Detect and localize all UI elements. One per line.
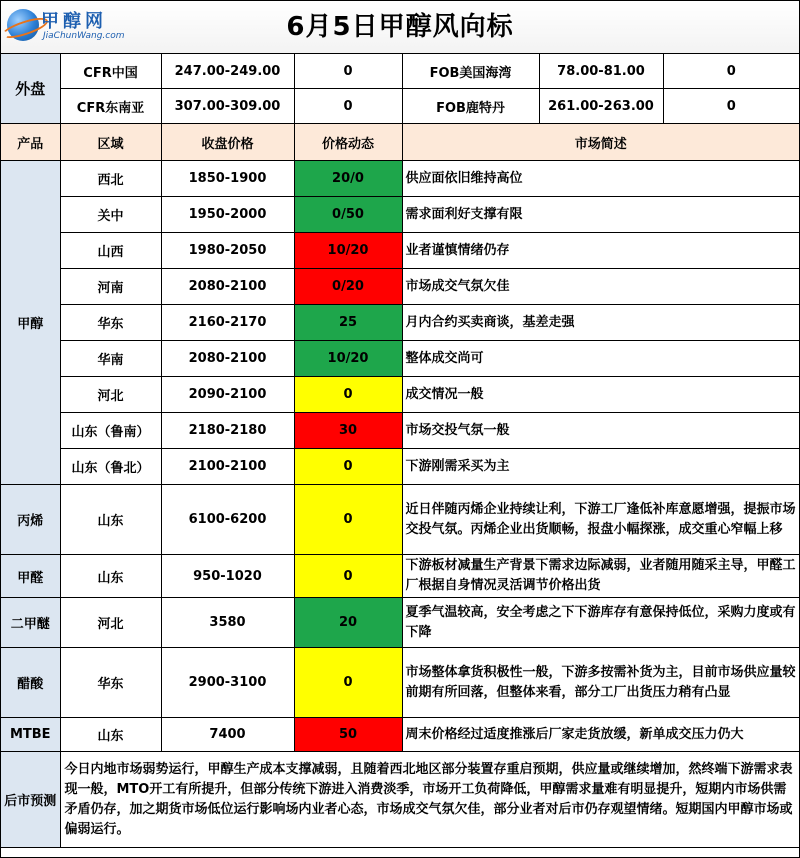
external-change: 0	[663, 54, 799, 89]
table-row	[1, 413, 799, 449]
trend-cell: 20/0	[294, 161, 402, 197]
desc-cell: 周末价格经过适度推涨后厂家走货放缓，新单成交压力仍大	[402, 718, 799, 752]
region-cell: 河北	[60, 377, 161, 413]
external-name: CFR东南亚	[60, 89, 161, 124]
region-cell: 华东	[60, 305, 161, 341]
header-trend: 价格动态	[294, 124, 402, 161]
region-cell: 山西	[60, 233, 161, 269]
trend-cell: 10/20	[294, 233, 402, 269]
external-name: CFR中国	[60, 54, 161, 89]
desc-cell: 下游刚需采买为主	[402, 449, 799, 485]
region-cell: 西北	[60, 161, 161, 197]
table-row	[1, 598, 799, 648]
outlook-text: 今日内地市场弱势运行，甲醇生产成本支撑减弱，且随着西北地区部分装置存重启预期，供应量或继续增加，然终端下游需求表现一般，MTO开工有所提升，但部分传统下游进入消费淡季，市场开工负荷降低，甲醇需求量难有明显提升，短期内市场供需矛盾仍存，加之期货市场低位运行影响场内业者心态，市场成交气氛欠佳，部分业者对后市仍存观望情绪。短期国内甲醇市场或偏弱运行。	[60, 752, 799, 848]
desc-cell: 整体成交尚可	[402, 341, 799, 377]
trend-cell: 0	[294, 449, 402, 485]
desc-cell: 市场交投气氛一般	[402, 413, 799, 449]
price-cell: 3580	[161, 598, 294, 648]
table-row	[1, 555, 799, 598]
region-cell: 山东	[60, 718, 161, 752]
table-row	[1, 305, 799, 341]
outlook-row	[1, 752, 799, 848]
product-cell: MTBE	[1, 718, 60, 752]
header-desc: 市场简述	[402, 124, 799, 161]
price-cell: 1950-2000	[161, 197, 294, 233]
external-price: 261.00-263.00	[539, 89, 663, 124]
external-change: 0	[663, 89, 799, 124]
external-name: FOB美国海湾	[402, 54, 539, 89]
region-cell: 华东	[60, 648, 161, 718]
desc-cell: 市场整体拿货积极性一般，下游多按需补货为主，目前市场供应量较前期有所回落，但整体来看，部分工厂出货压力稍有凸显	[402, 648, 799, 718]
desc-cell: 业者谨慎情绪仍存	[402, 233, 799, 269]
trend-cell: 0	[294, 648, 402, 718]
trend-cell: 0/50	[294, 197, 402, 233]
desc-cell: 需求面利好支撑有限	[402, 197, 799, 233]
external-price: 307.00-309.00	[161, 89, 294, 124]
header-row	[1, 124, 799, 161]
external-label: 外盘	[1, 54, 60, 124]
external-row	[1, 54, 799, 89]
table-row	[1, 269, 799, 305]
region-cell: 山东（鲁北）	[60, 449, 161, 485]
price-cell: 2900-3100	[161, 648, 294, 718]
trend-cell: 10/20	[294, 341, 402, 377]
desc-cell: 市场成交气氛欠佳	[402, 269, 799, 305]
region-cell: 河南	[60, 269, 161, 305]
table-row	[1, 377, 799, 413]
desc-cell: 近日伴随丙烯企业持续让利，下游工厂逢低补库意愿增强，提振市场交投气氛。丙烯企业出货顺畅，报盘小幅探涨，成交重心窄幅上移	[402, 485, 799, 555]
header-product: 产品	[1, 124, 60, 161]
table-row	[1, 648, 799, 718]
trend-cell: 0/20	[294, 269, 402, 305]
trend-cell: 0	[294, 555, 402, 598]
price-cell: 2080-2100	[161, 341, 294, 377]
price-cell: 6100-6200	[161, 485, 294, 555]
region-cell: 山东	[60, 485, 161, 555]
price-cell: 2160-2170	[161, 305, 294, 341]
region-cell: 关中	[60, 197, 161, 233]
page-title: 6月5日甲醇风向标	[286, 12, 514, 42]
trend-cell: 25	[294, 305, 402, 341]
product-cell: 丙烯	[1, 485, 60, 555]
table-row	[1, 233, 799, 269]
price-cell: 2090-2100	[161, 377, 294, 413]
desc-cell: 月内合约买卖商谈，基差走强	[402, 305, 799, 341]
product-cell: 二甲醚	[1, 598, 60, 648]
region-cell: 河北	[60, 598, 161, 648]
external-change: 0	[294, 89, 402, 124]
desc-cell: 供应面依旧维持高位	[402, 161, 799, 197]
outlook-label: 后市预测	[1, 752, 60, 848]
table-row	[1, 161, 799, 197]
region-cell: 山东（鲁南）	[60, 413, 161, 449]
price-cell: 1850-1900	[161, 161, 294, 197]
trend-cell: 0	[294, 377, 402, 413]
price-cell: 7400	[161, 718, 294, 752]
header-price: 收盘价格	[161, 124, 294, 161]
table-row	[1, 197, 799, 233]
region-cell: 山东	[60, 555, 161, 598]
trend-cell: 30	[294, 413, 402, 449]
product-cell: 甲醇	[1, 161, 60, 485]
region-cell: 华南	[60, 341, 161, 377]
logo-chinese-text: 甲醇网	[41, 11, 107, 32]
price-cell: 1980-2050	[161, 233, 294, 269]
product-cell: 甲醛	[1, 555, 60, 598]
external-change: 0	[294, 54, 402, 89]
table-row	[1, 449, 799, 485]
table-row	[1, 718, 799, 752]
table-row	[1, 341, 799, 377]
logo-english-text: JiaChunWang.com	[43, 31, 125, 41]
market-table	[1, 53, 799, 848]
desc-cell: 成交情况一般	[402, 377, 799, 413]
trend-cell: 50	[294, 718, 402, 752]
external-price: 247.00-249.00	[161, 54, 294, 89]
trend-cell: 20	[294, 598, 402, 648]
desc-cell: 下游板材减量生产背景下需求边际减弱，业者随用随采主导，甲醛工厂根据自身情况灵活调节价格出货	[402, 555, 799, 598]
external-price: 78.00-81.00	[539, 54, 663, 89]
trend-cell: 0	[294, 485, 402, 555]
price-cell: 2100-2100	[161, 449, 294, 485]
table-row	[1, 485, 799, 555]
price-cell: 2080-2100	[161, 269, 294, 305]
price-cell: 2180-2180	[161, 413, 294, 449]
product-cell: 醋酸	[1, 648, 60, 718]
price-cell: 950-1020	[161, 555, 294, 598]
external-name: FOB鹿特丹	[402, 89, 539, 124]
header-region: 区域	[60, 124, 161, 161]
external-row	[1, 89, 799, 124]
title-bar	[1, 1, 799, 54]
desc-cell: 夏季气温较高，安全考虑之下下游库存有意保持低位，采购力度或有下降	[402, 598, 799, 648]
